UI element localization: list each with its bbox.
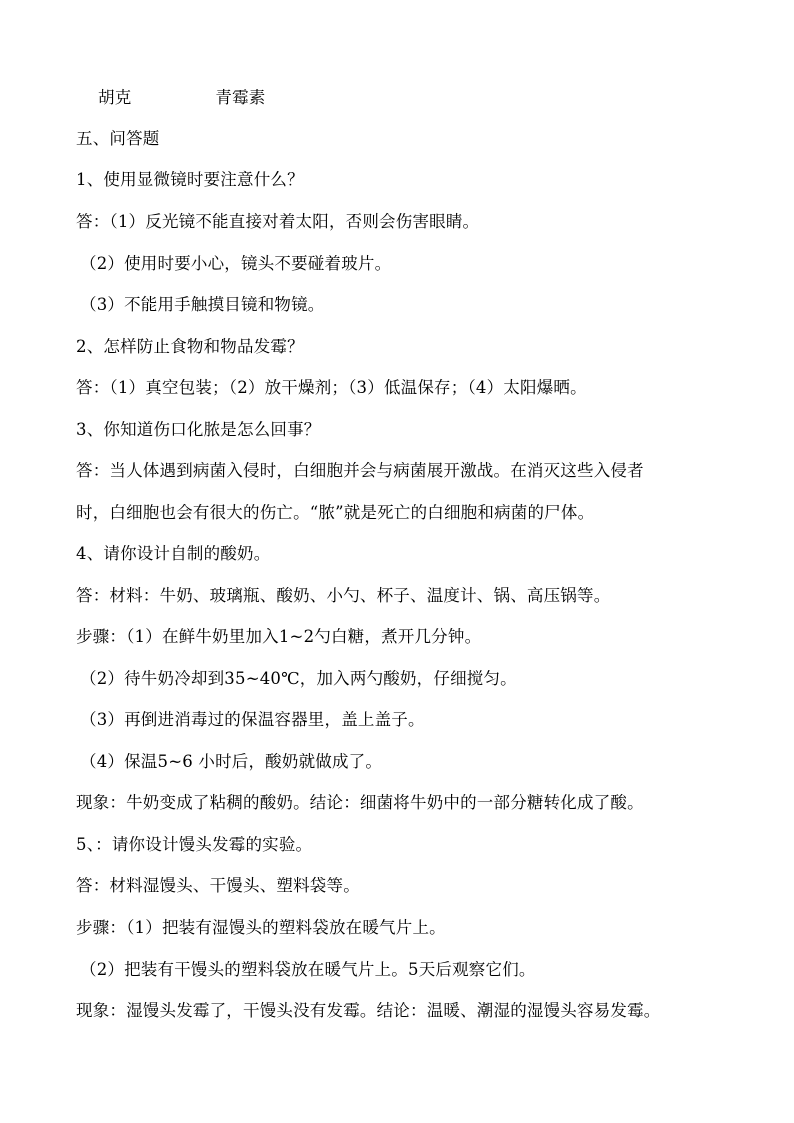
- answer-4-line-6: 现象：牛奶变成了粘稠的酸奶。结论：细菌将牛奶中的一部分糖转化成了酸。: [76, 793, 644, 812]
- question-3: 3、你知道伤口化脓是怎么回事？: [76, 420, 321, 439]
- answer-1-line-1: 答：（1）反光镜不能直接对着太阳，否则会伤害眼睛。: [76, 212, 480, 231]
- answer-5-line-1: 答：材料湿馒头、干馒头、塑料袋等。: [76, 876, 360, 895]
- question-1: 1、使用显微镜时要注意什么？: [76, 170, 304, 189]
- answer-3-line-2: 时，白细胞也会有很大的伤亡。“脓”就是死亡的白细胞和病菌的尸体。: [76, 503, 595, 522]
- section-title: 五、问答题: [76, 129, 160, 148]
- answer-2-line-1: 答：（1）真空包装；（2）放干燥剂；（3）低温保存；（4）太阳爆晒。: [76, 378, 587, 397]
- answer-3-line-1: 答：当人体遇到病菌入侵时，白细胞并会与病菌展开激战。在消灭这些入侵者: [76, 461, 644, 480]
- top-row: [98, 88, 266, 108]
- answer-5-line-2: 步骤：（1）把装有湿馒头的塑料袋放在暖气片上。: [76, 918, 446, 937]
- answer-4-line-5: （4）保温5~6 小时后，酸奶就做成了。: [80, 752, 383, 771]
- question-2: 2、怎样防止食物和物品发霉？: [76, 337, 304, 356]
- answer-4-line-1: 答：材料：牛奶、玻璃瓶、酸奶、小勺、杯子、温度计、锅、高压锅等。: [76, 586, 611, 605]
- answer-1-line-3: （3）不能用手触摸目镜和物镜。: [80, 295, 325, 314]
- term-hooke: 胡克: [98, 88, 132, 107]
- question-4: 4、请你设计自制的酸奶。: [76, 544, 271, 563]
- term-penicillin: 青霉素: [215, 88, 266, 107]
- answer-5-line-3: （2）把装有干馒头的塑料袋放在暖气片上。5天后观察它们。: [80, 960, 536, 979]
- answer-4-line-4: （3）再倒进消毒过的保温容器里，盖上盖子。: [80, 710, 425, 729]
- answer-1-line-2: （2）使用时要小心，镜头不要碰着玻片。: [80, 254, 392, 273]
- question-5: 5、：请你设计馒头发霉的实验。: [76, 835, 313, 854]
- answer-5-line-4: 现象：湿馒头发霉了，干馒头没有发霉。结论：温暖、潮湿的湿馒头容易发霉。: [76, 1001, 661, 1020]
- answer-4-line-3: （2）待牛奶冷却到35~40℃，加入两勺酸奶，仔细搅匀。: [80, 669, 517, 688]
- answer-4-line-2: 步骤：（1）在鲜牛奶里加入1~2勺白糖，煮开几分钟。: [76, 627, 482, 646]
